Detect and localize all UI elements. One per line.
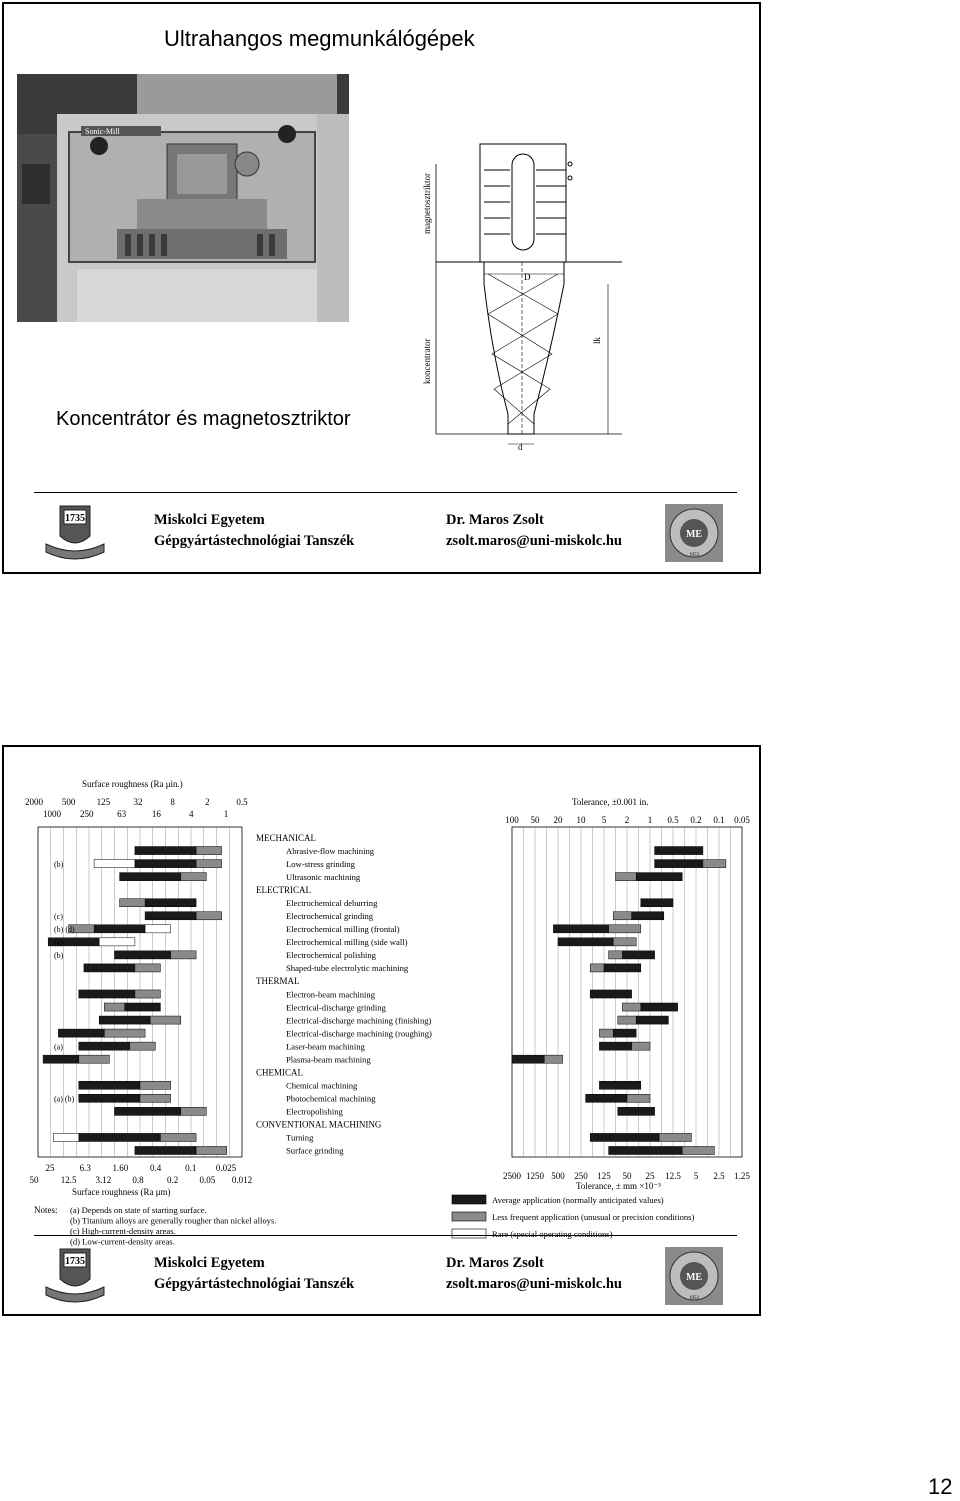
roughness-bar — [181, 873, 207, 881]
process-label: Electrochemical milling (side wall) — [286, 937, 408, 948]
tolerance-tick-top: 10 — [576, 815, 586, 825]
roughness-bar — [196, 847, 222, 855]
roughness-bar — [125, 1003, 161, 1011]
roughness-bar — [145, 899, 196, 907]
slide-2 — [2, 745, 761, 1316]
tolerance-tick-bottom: 12.5 — [665, 1171, 681, 1181]
tolerance-tick-top: 0.5 — [667, 815, 679, 825]
tolerance-tick-top: 100 — [505, 815, 519, 825]
tolerance-tick-top: 0.05 — [734, 815, 750, 825]
tolerance-tick-bottom: 1250 — [526, 1171, 544, 1181]
university-logo-icon — [44, 504, 106, 560]
tolerance-bar — [703, 860, 726, 868]
machine-photo-graphic — [17, 74, 349, 322]
roughness-tick-top-1: 8 — [170, 797, 175, 807]
process-label: Electrochemical polishing — [286, 950, 376, 961]
roughness-bar — [79, 1094, 140, 1102]
legend-swatch-avg — [452, 1195, 486, 1204]
note-marker: (a) — [54, 1042, 63, 1052]
note-marker: (c) — [54, 912, 63, 922]
legend-label-avg: Average application (normally anticipated values) — [492, 1195, 664, 1205]
roughness-bar — [104, 1003, 124, 1011]
roughness-tick-bottom-1: 25 — [45, 1163, 55, 1173]
roughness-bar — [115, 1107, 181, 1115]
tolerance-bar — [613, 912, 631, 920]
tolerance-tick-top: 0.2 — [690, 815, 702, 825]
page-number: 12 — [928, 1474, 953, 1499]
roughness-bar — [94, 925, 145, 933]
process-label: Electrochemical milling (frontal) — [286, 924, 400, 935]
roughness-bar — [84, 964, 135, 972]
footer-divider — [34, 492, 737, 493]
tolerance-bar — [616, 873, 637, 881]
roughness-tick-top-1: 2000 — [25, 797, 43, 807]
process-label: Electropolishing — [286, 1106, 343, 1117]
process-label: Plasma-beam machining — [286, 1054, 371, 1065]
tolerance-bar — [590, 964, 604, 972]
tolerance-bar — [655, 860, 703, 868]
note-line: (c) High-current-density areas. — [70, 1226, 176, 1236]
roughness-tick-bottom-1: 1.60 — [112, 1163, 129, 1173]
roughness-bar — [79, 1042, 130, 1050]
tolerance-tick-top: 2 — [624, 815, 630, 825]
tolerance-bar — [609, 951, 623, 959]
roughness-tick-bottom-1: 6.3 — [79, 1163, 91, 1173]
roughness-bar — [196, 912, 222, 920]
tolerance-bar — [618, 1107, 655, 1115]
tolerance-bar — [632, 912, 664, 920]
roughness-bar — [145, 925, 171, 933]
roughness-bar — [196, 1146, 227, 1154]
footer-author: Dr. Maros Zsolt — [446, 1255, 544, 1271]
logo-year-text: 1735 — [65, 1256, 85, 1267]
note-marker: (b) — [54, 951, 64, 961]
dept-logo-year: 1953 — [689, 553, 699, 558]
process-capability-chart — [20, 761, 750, 1247]
tolerance-bar — [636, 1016, 668, 1024]
tolerance-bar — [613, 1029, 636, 1037]
note-line: (a) Depends on state of starting surface. — [70, 1205, 207, 1215]
roughness-bar — [79, 990, 135, 998]
roughness-tick-top-1: 2 — [205, 797, 210, 807]
horn-diagram — [422, 134, 627, 459]
roughness-title-top: Surface roughness (Ra μin.) — [82, 779, 183, 789]
note-marker: (b) — [54, 859, 64, 869]
roughness-tick-bottom-1: 0.025 — [215, 1163, 237, 1173]
process-label: Laser-beam machining — [286, 1041, 365, 1052]
tolerance-tick-bottom: 250 — [574, 1171, 588, 1181]
tolerance-tick-top: 0.1 — [713, 815, 725, 825]
roughness-bar — [196, 860, 222, 868]
tolerance-tick-top: 20 — [553, 815, 563, 825]
roughness-bar — [150, 1016, 181, 1024]
roughness-bar — [58, 1029, 104, 1037]
label-d: d — [518, 442, 523, 452]
roughness-bar — [145, 912, 196, 920]
roughness-bar — [140, 1081, 171, 1089]
dept-logo-text: ME — [685, 529, 703, 540]
roughness-bar — [171, 951, 197, 959]
category-label: ELECTRICAL — [256, 884, 311, 895]
footer-author: Dr. Maros Zsolt — [446, 512, 544, 528]
roughness-tick-top-1: 32 — [133, 797, 143, 807]
tolerance-bar — [604, 964, 641, 972]
tolerance-tick-top: 1 — [647, 815, 653, 825]
label-koncentrator: koncentrator — [422, 338, 432, 384]
university-logo-icon — [44, 1247, 106, 1303]
roughness-bar — [181, 1107, 207, 1115]
roughness-tick-top-1: 0.5 — [236, 797, 248, 807]
chart-bars — [43, 847, 726, 1155]
label-D: D — [524, 272, 531, 282]
note-line: (d) Low-current-density areas. — [70, 1236, 175, 1247]
tolerance-tick-bottom: 25 — [645, 1171, 655, 1181]
roughness-tick-bottom-2: 50 — [29, 1175, 39, 1185]
slide-title: Ultrahangos megmunkálógépek — [164, 26, 475, 51]
roughness-bar — [120, 873, 181, 881]
process-label: Turning — [286, 1132, 314, 1143]
note-line: (b) Titanium alloys are generally rougher than nickel alloys. — [70, 1215, 277, 1226]
figure-caption: Koncentrátor és magnetosztriktor — [56, 408, 351, 430]
footer-department: Gépgyártástechnológiai Tanszék — [154, 533, 355, 549]
roughness-tick-bottom-1: 0.1 — [185, 1163, 197, 1173]
department-logo-icon — [665, 504, 723, 562]
tolerance-bar — [627, 1094, 650, 1102]
tolerance-bar — [636, 873, 682, 881]
roughness-tick-bottom-2: 12.5 — [60, 1175, 77, 1185]
roughness-bar — [94, 860, 135, 868]
tolerance-title-bottom: Tolerance, ± mm ×10⁻³ — [576, 1181, 661, 1191]
roughness-bar — [115, 951, 171, 959]
dept-logo-year: 1953 — [689, 1296, 699, 1301]
roughness-bar — [135, 847, 196, 855]
tolerance-tick-bottom: 2500 — [503, 1171, 521, 1181]
process-label: Ultrasonic machining — [286, 871, 361, 882]
roughness-tick-top-2: 4 — [188, 809, 194, 819]
roughness-bar — [135, 860, 196, 868]
tolerance-bar — [655, 847, 703, 855]
tolerance-bar — [599, 1081, 640, 1089]
tolerance-bar — [659, 1133, 691, 1141]
roughness-tick-bottom-1: 0.4 — [149, 1163, 162, 1173]
tolerance-bar — [622, 1003, 640, 1011]
legend-label-rare: Rare (special operating conditions) — [492, 1229, 613, 1239]
process-label: Shaped-tube electrolytic machining — [286, 963, 409, 974]
footer-university: Miskolci Egyetem — [154, 512, 265, 528]
legend-swatch-rare — [452, 1229, 486, 1238]
legend-swatch-less — [452, 1212, 486, 1221]
process-label: Electrical-discharge grinding — [286, 1002, 386, 1013]
roughness-bar — [160, 1133, 196, 1141]
roughness-tick-bottom-2: 0.012 — [231, 1175, 253, 1185]
machine-photo — [17, 74, 349, 322]
tolerance-tick-bottom: 500 — [551, 1171, 565, 1181]
roughness-bar — [99, 1016, 150, 1024]
tolerance-bar — [558, 938, 613, 946]
tolerance-bar — [599, 1042, 631, 1050]
tolerance-bar — [586, 1094, 627, 1102]
tolerance-bar — [544, 1055, 562, 1063]
tolerance-bar — [609, 1146, 683, 1154]
tolerance-tick-bottom: 2.5 — [713, 1171, 725, 1181]
roughness-bar — [43, 1055, 79, 1063]
process-label: Chemical machining — [286, 1080, 358, 1091]
tolerance-bar — [618, 1016, 636, 1024]
dept-logo-text: ME — [685, 1272, 703, 1283]
process-label: Electrical-discharge machining (finishing) — [286, 1015, 432, 1026]
category-label: THERMAL — [256, 976, 300, 987]
footer-email: zsolt.maros@uni-miskolc.hu — [446, 533, 622, 549]
footer-department: Gépgyártástechnológiai Tanszék — [154, 1276, 355, 1292]
roughness-tick-top-2: 63 — [117, 809, 127, 819]
tolerance-bar — [609, 925, 641, 933]
tolerance-bar — [590, 990, 631, 998]
roughness-title-bottom: Surface roughness (Ra μm) — [72, 1187, 171, 1197]
roughness-bar — [79, 1133, 161, 1141]
roughness-tick-bottom-2: 3.12 — [95, 1175, 112, 1185]
category-label: CONVENTIONAL MACHINING — [256, 1119, 382, 1130]
footer-divider — [34, 1235, 737, 1236]
logo-year-text: 1735 — [65, 513, 85, 524]
process-label: Electrical-discharge machining (roughing) — [286, 1028, 432, 1039]
note-marker: (a) (b) — [54, 1094, 75, 1104]
process-label: Surface grinding — [286, 1145, 344, 1156]
footer-university: Miskolci Egyetem — [154, 1255, 265, 1271]
roughness-tick-top-1: 500 — [61, 797, 76, 807]
roughness-bar — [99, 938, 135, 946]
notes-title: Notes: — [34, 1205, 58, 1215]
roughness-tick-bottom-2: 0.05 — [199, 1175, 216, 1185]
tolerance-bar — [512, 1055, 544, 1063]
note-marker: (a) — [54, 938, 63, 948]
roughness-bar — [79, 1055, 110, 1063]
tolerance-bar — [641, 1003, 678, 1011]
tolerance-bar — [622, 951, 654, 959]
roughness-tick-bottom-2: 0.2 — [167, 1175, 179, 1185]
tolerance-bar — [613, 938, 636, 946]
process-label: Low-stress grinding — [286, 858, 355, 869]
tolerance-tick-bottom: 1.25 — [734, 1171, 750, 1181]
tolerance-title-top: Tolerance, ±0.001 in. — [572, 797, 649, 807]
roughness-tick-top-2: 16 — [151, 809, 161, 819]
tolerance-tick-bottom: 50 — [622, 1171, 632, 1181]
roughness-tick-top-1: 125 — [96, 797, 111, 807]
tolerance-bar — [682, 1146, 714, 1154]
roughness-bar — [135, 990, 161, 998]
process-label: Electron-beam machining — [286, 989, 376, 1000]
tolerance-bar — [641, 899, 673, 907]
roughness-tick-top-2: 250 — [80, 809, 94, 819]
roughness-bar — [130, 1042, 156, 1050]
tolerance-tick-bottom: 5 — [693, 1171, 699, 1181]
process-label: Electrochemical deburring — [286, 897, 378, 908]
chart-legend — [452, 1195, 695, 1239]
category-label: CHEMICAL — [256, 1067, 303, 1078]
tolerance-bar — [599, 1029, 613, 1037]
legend-label-less: Less frequent application (unusual or precision conditions) — [492, 1212, 695, 1222]
footer-email: zsolt.maros@uni-miskolc.hu — [446, 1276, 622, 1292]
roughness-bar — [140, 1094, 171, 1102]
label-lk: lk — [592, 336, 602, 344]
roughness-bar — [104, 1029, 145, 1037]
roughness-tick-bottom-2: 0.8 — [132, 1175, 144, 1185]
tolerance-bar — [553, 925, 608, 933]
chart-notes — [70, 1205, 276, 1247]
photo-brand: Sonic-Mill — [85, 127, 120, 136]
roughness-bar — [53, 1133, 79, 1141]
tolerance-tick-bottom: 125 — [597, 1171, 611, 1181]
tolerance-tick-top: 5 — [601, 815, 607, 825]
roughness-bar — [135, 1146, 196, 1154]
process-label: Electrochemical grinding — [286, 911, 374, 922]
note-marker: (b) (d) — [54, 925, 75, 935]
roughness-tick-top-2: 1000 — [43, 809, 61, 819]
roughness-bar — [135, 964, 161, 972]
department-logo-icon — [665, 1247, 723, 1305]
slide-1 — [2, 2, 761, 574]
tolerance-bar — [590, 1133, 659, 1141]
roughness-tick-top-2: 1 — [223, 809, 229, 819]
process-label: Photochemical machining — [286, 1093, 376, 1104]
process-label: Abrasive-flow machining — [286, 845, 375, 856]
label-magnetostriktor: magnetosztriktor — [422, 173, 432, 234]
tolerance-tick-top: 50 — [530, 815, 540, 825]
roughness-bar — [79, 1081, 140, 1089]
tolerance-bar — [632, 1042, 650, 1050]
roughness-bar — [120, 899, 146, 907]
category-label: MECHANICAL — [256, 832, 316, 843]
